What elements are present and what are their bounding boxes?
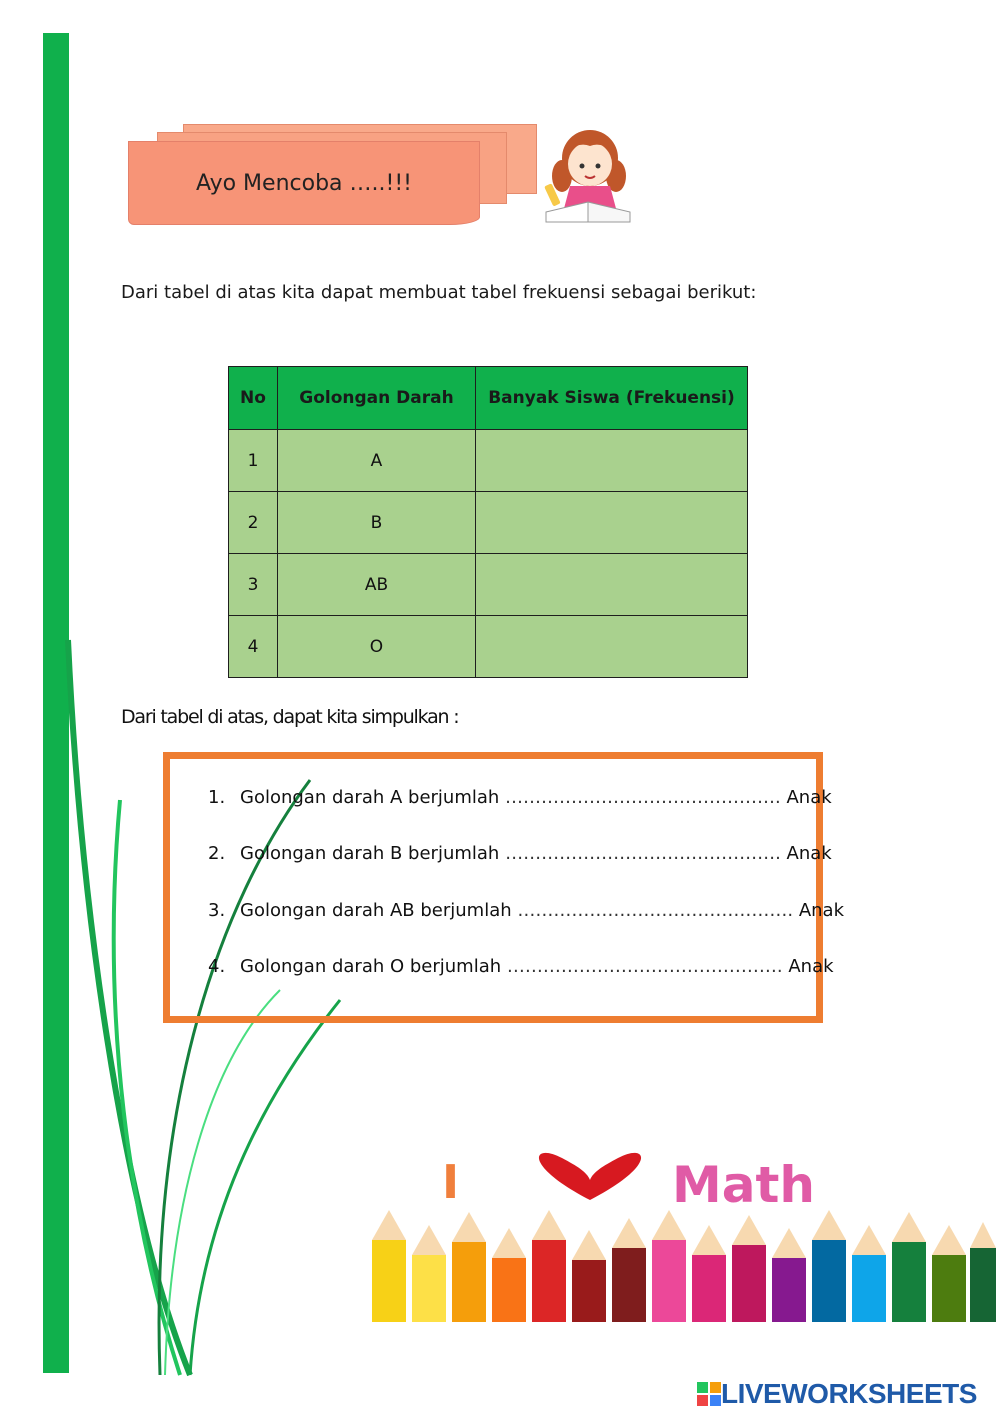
question-list: [208, 787, 844, 1012]
liveworksheets-logo: [697, 1378, 977, 1410]
decor-i-letter: I: [442, 1155, 460, 1209]
question-suffix: Anak: [793, 899, 845, 921]
answer-blank[interactable]: ……………………………………….: [517, 899, 794, 921]
title-banner: [125, 120, 545, 235]
heart-icon: [539, 1153, 641, 1200]
brand-text: LIVEWORKSHEETS: [721, 1378, 977, 1409]
row-golongan: A: [278, 430, 476, 492]
row-golongan: AB: [278, 554, 476, 616]
question-number: 1.: [208, 787, 226, 808]
table-row: [229, 554, 748, 616]
reading-girl-illustration: [540, 124, 635, 224]
question-suffix: Anak: [780, 787, 832, 808]
frequency-input-cell[interactable]: [476, 430, 748, 492]
question-number: 4.: [208, 955, 226, 977]
question-text: Golongan darah AB berjumlah: [240, 899, 518, 921]
question-suffix: Anak: [782, 955, 834, 977]
row-golongan: O: [278, 616, 476, 678]
question-number: 3.: [208, 899, 226, 921]
answer-blank[interactable]: ……………………………………….: [505, 787, 781, 808]
answer-blank[interactable]: ……………………………………….: [506, 955, 783, 977]
conclusion-label: Dari tabel di atas, dapat kita simpulkan :: [121, 706, 459, 728]
row-no: 1: [229, 430, 278, 492]
frequency-input-cell[interactable]: [476, 554, 748, 616]
frequency-input-cell[interactable]: [476, 492, 748, 554]
answer-blank[interactable]: ……………………………………….: [505, 843, 781, 865]
question-text: Golongan darah O berjumlah: [240, 955, 507, 977]
header-frekuensi: Banyak Siswa (Frekuensi): [476, 367, 748, 430]
row-no: 2: [229, 492, 278, 554]
question-suffix: Anak: [780, 843, 832, 865]
list-item: [208, 900, 844, 956]
header-no: No: [229, 367, 278, 430]
question-text: Golongan darah A berjumlah: [240, 787, 506, 808]
list-item: [208, 787, 844, 843]
question-number: 2.: [208, 843, 226, 865]
list-item: [208, 956, 844, 1012]
pencil-row: [372, 1210, 996, 1322]
decor-math-word: Math: [672, 1156, 815, 1214]
row-no: 4: [229, 616, 278, 678]
banner-title: Ayo Mencoba …..!!!: [128, 141, 480, 225]
list-item: [208, 843, 844, 899]
liveworksheets-logo-icon: [697, 1382, 721, 1406]
header-golongan: Golongan Darah: [278, 367, 476, 430]
frequency-input-cell[interactable]: [476, 616, 748, 678]
question-text: Golongan darah B berjumlah: [240, 843, 506, 865]
table-header-row: [229, 367, 748, 430]
table-row: [229, 492, 748, 554]
table-row: [229, 616, 748, 678]
intro-text: Dari tabel di atas kita dapat membuat tabel frekuensi sebagai berikut:: [121, 282, 757, 303]
frequency-table: [228, 366, 748, 678]
i-love-math-pencils-image: [372, 1150, 997, 1322]
table-row: [229, 430, 748, 492]
row-golongan: B: [278, 492, 476, 554]
row-no: 3: [229, 554, 278, 616]
